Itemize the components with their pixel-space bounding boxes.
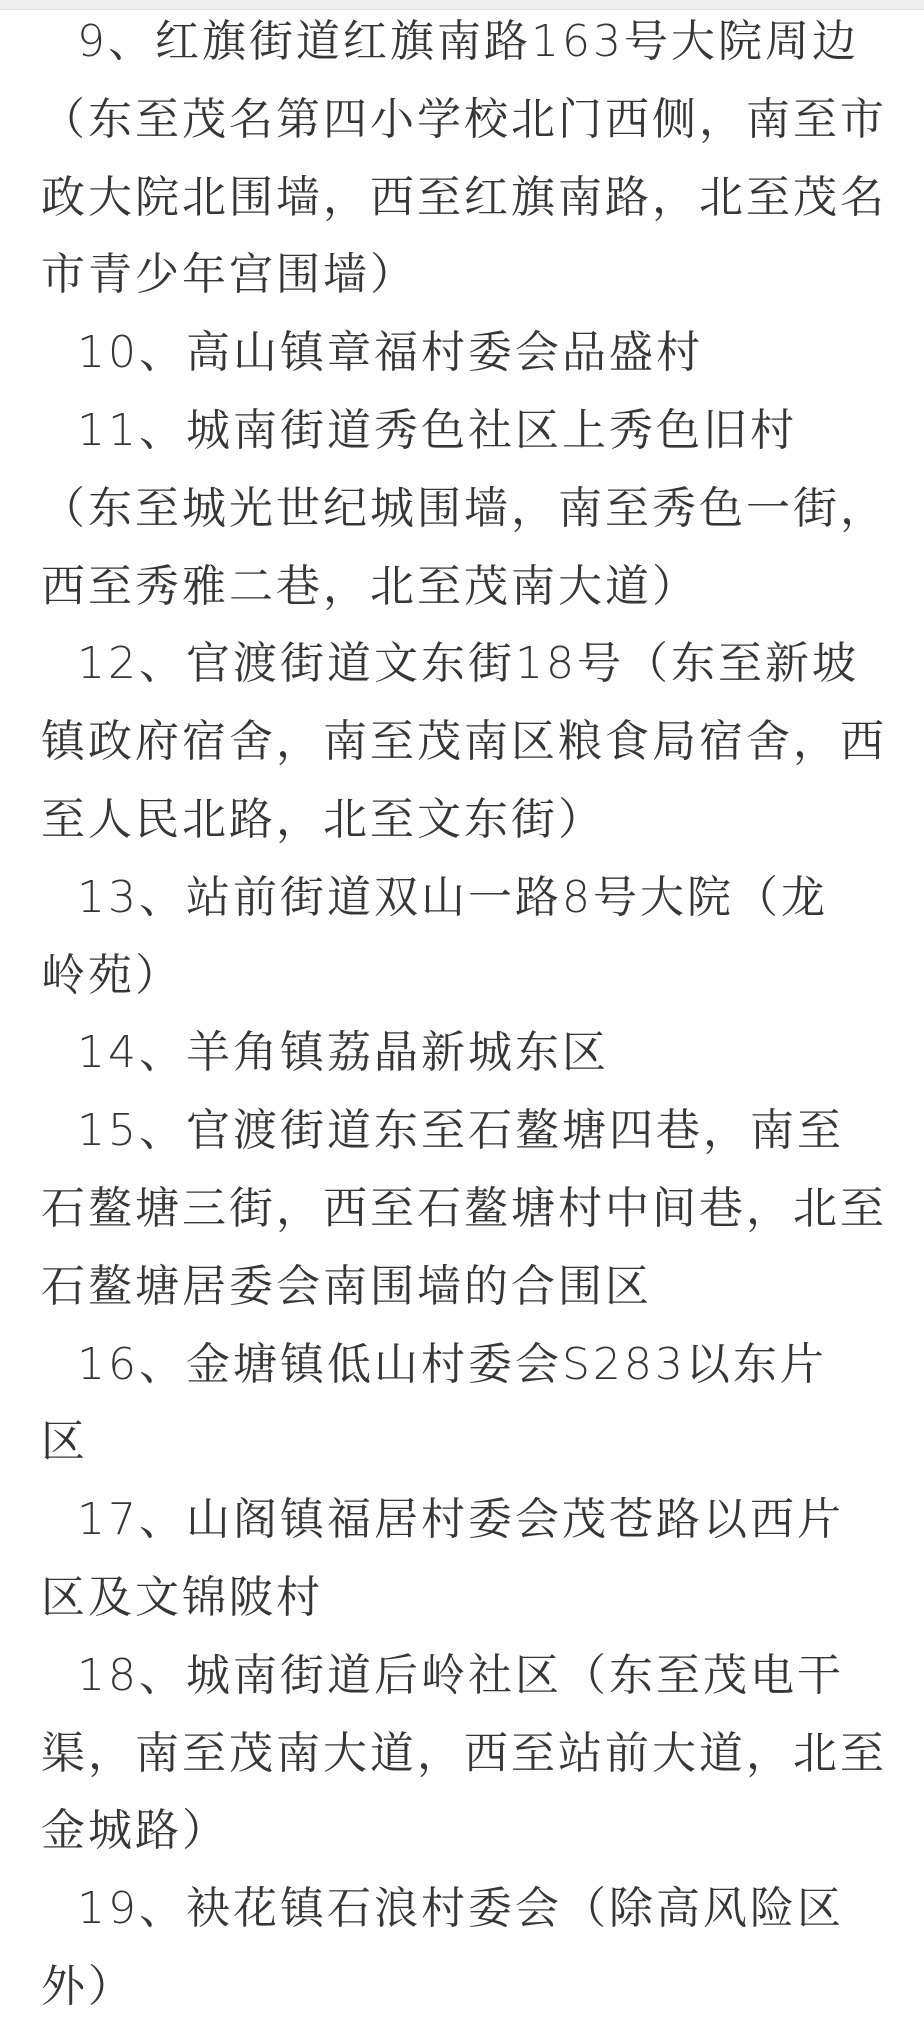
list-item-line: 金城路）: [41, 1805, 229, 1857]
list-item-15: [41, 1092, 886, 1325]
list-item-line: 区及文锦陂村: [41, 1571, 323, 1623]
list-item-line: 10、高山镇章福村委会品盛村: [77, 327, 703, 379]
list-item-line: 西至秀雅二巷，北至茂南大道）: [41, 560, 699, 612]
list-item-line: 区: [41, 1416, 88, 1468]
list-item-line: 至人民北路，北至文东街）: [41, 793, 605, 845]
list-item-line: 12、官渡街道文东街18号（东至新坡: [77, 638, 859, 690]
list-item-11: [41, 392, 886, 625]
list-item-line: 岭苑）: [41, 949, 182, 1001]
list-item-line: 9、红旗街道红旗南路163号大院周边: [77, 16, 859, 67]
list-item-line: 石鳌塘居委会南围墙的合围区: [41, 1260, 652, 1312]
list-item-17: [41, 1481, 886, 1637]
list-item-line: 11、城南街道秀色社区上秀色旧村: [77, 404, 797, 456]
list-item-line: （东至城光世纪城围墙，南至秀色一街，: [41, 482, 887, 534]
list-item-10: [41, 314, 886, 392]
list-item-line: 17、山阁镇福居村委会茂苍路以西片: [77, 1494, 844, 1546]
list-item-line: 石鳌塘三街，西至石鳌塘村中间巷，北至: [41, 1182, 887, 1234]
list-item-13: [41, 859, 886, 1015]
list-item-line: 14、羊角镇荔晶新城东区: [77, 1027, 609, 1079]
list-item-line: 15、官渡街道东至石鳌塘四巷，南至: [77, 1105, 844, 1157]
list-item-19: [41, 1870, 886, 2026]
list-item-line: 18、城南街道后岭社区（东至茂电干: [77, 1649, 844, 1701]
list-item-16: [41, 1326, 886, 1482]
list-item-18: [41, 1637, 886, 1870]
list-item-line: 外）: [41, 1960, 135, 2012]
list-item-line: 政大院北围墙，西至红旗南路，北至茂名: [41, 171, 887, 223]
list-item-line: 市青少年宫围墙）: [41, 249, 417, 301]
list-item-line: 镇政府宿舍，南至茂南区粮食局宿舍，西: [41, 716, 887, 768]
list-item-9: [41, 3, 886, 314]
list-item-12: [41, 625, 886, 858]
list-item-line: 16、金塘镇低山村委会S283以东片: [77, 1338, 827, 1390]
list-item-line: （东至茂名第四小学校北门西侧，南至市: [41, 93, 887, 145]
list-item-14: [41, 1014, 886, 1092]
risk-area-list: [0, 3, 924, 2026]
list-item-line: 渠，南至茂南大道，西至站前大道，北至: [41, 1727, 887, 1779]
list-item-line: 13、站前街道双山一路8号大院（龙: [77, 871, 828, 923]
list-item-line: 19、袂花镇石浪村委会（除高风险区: [77, 1883, 844, 1935]
